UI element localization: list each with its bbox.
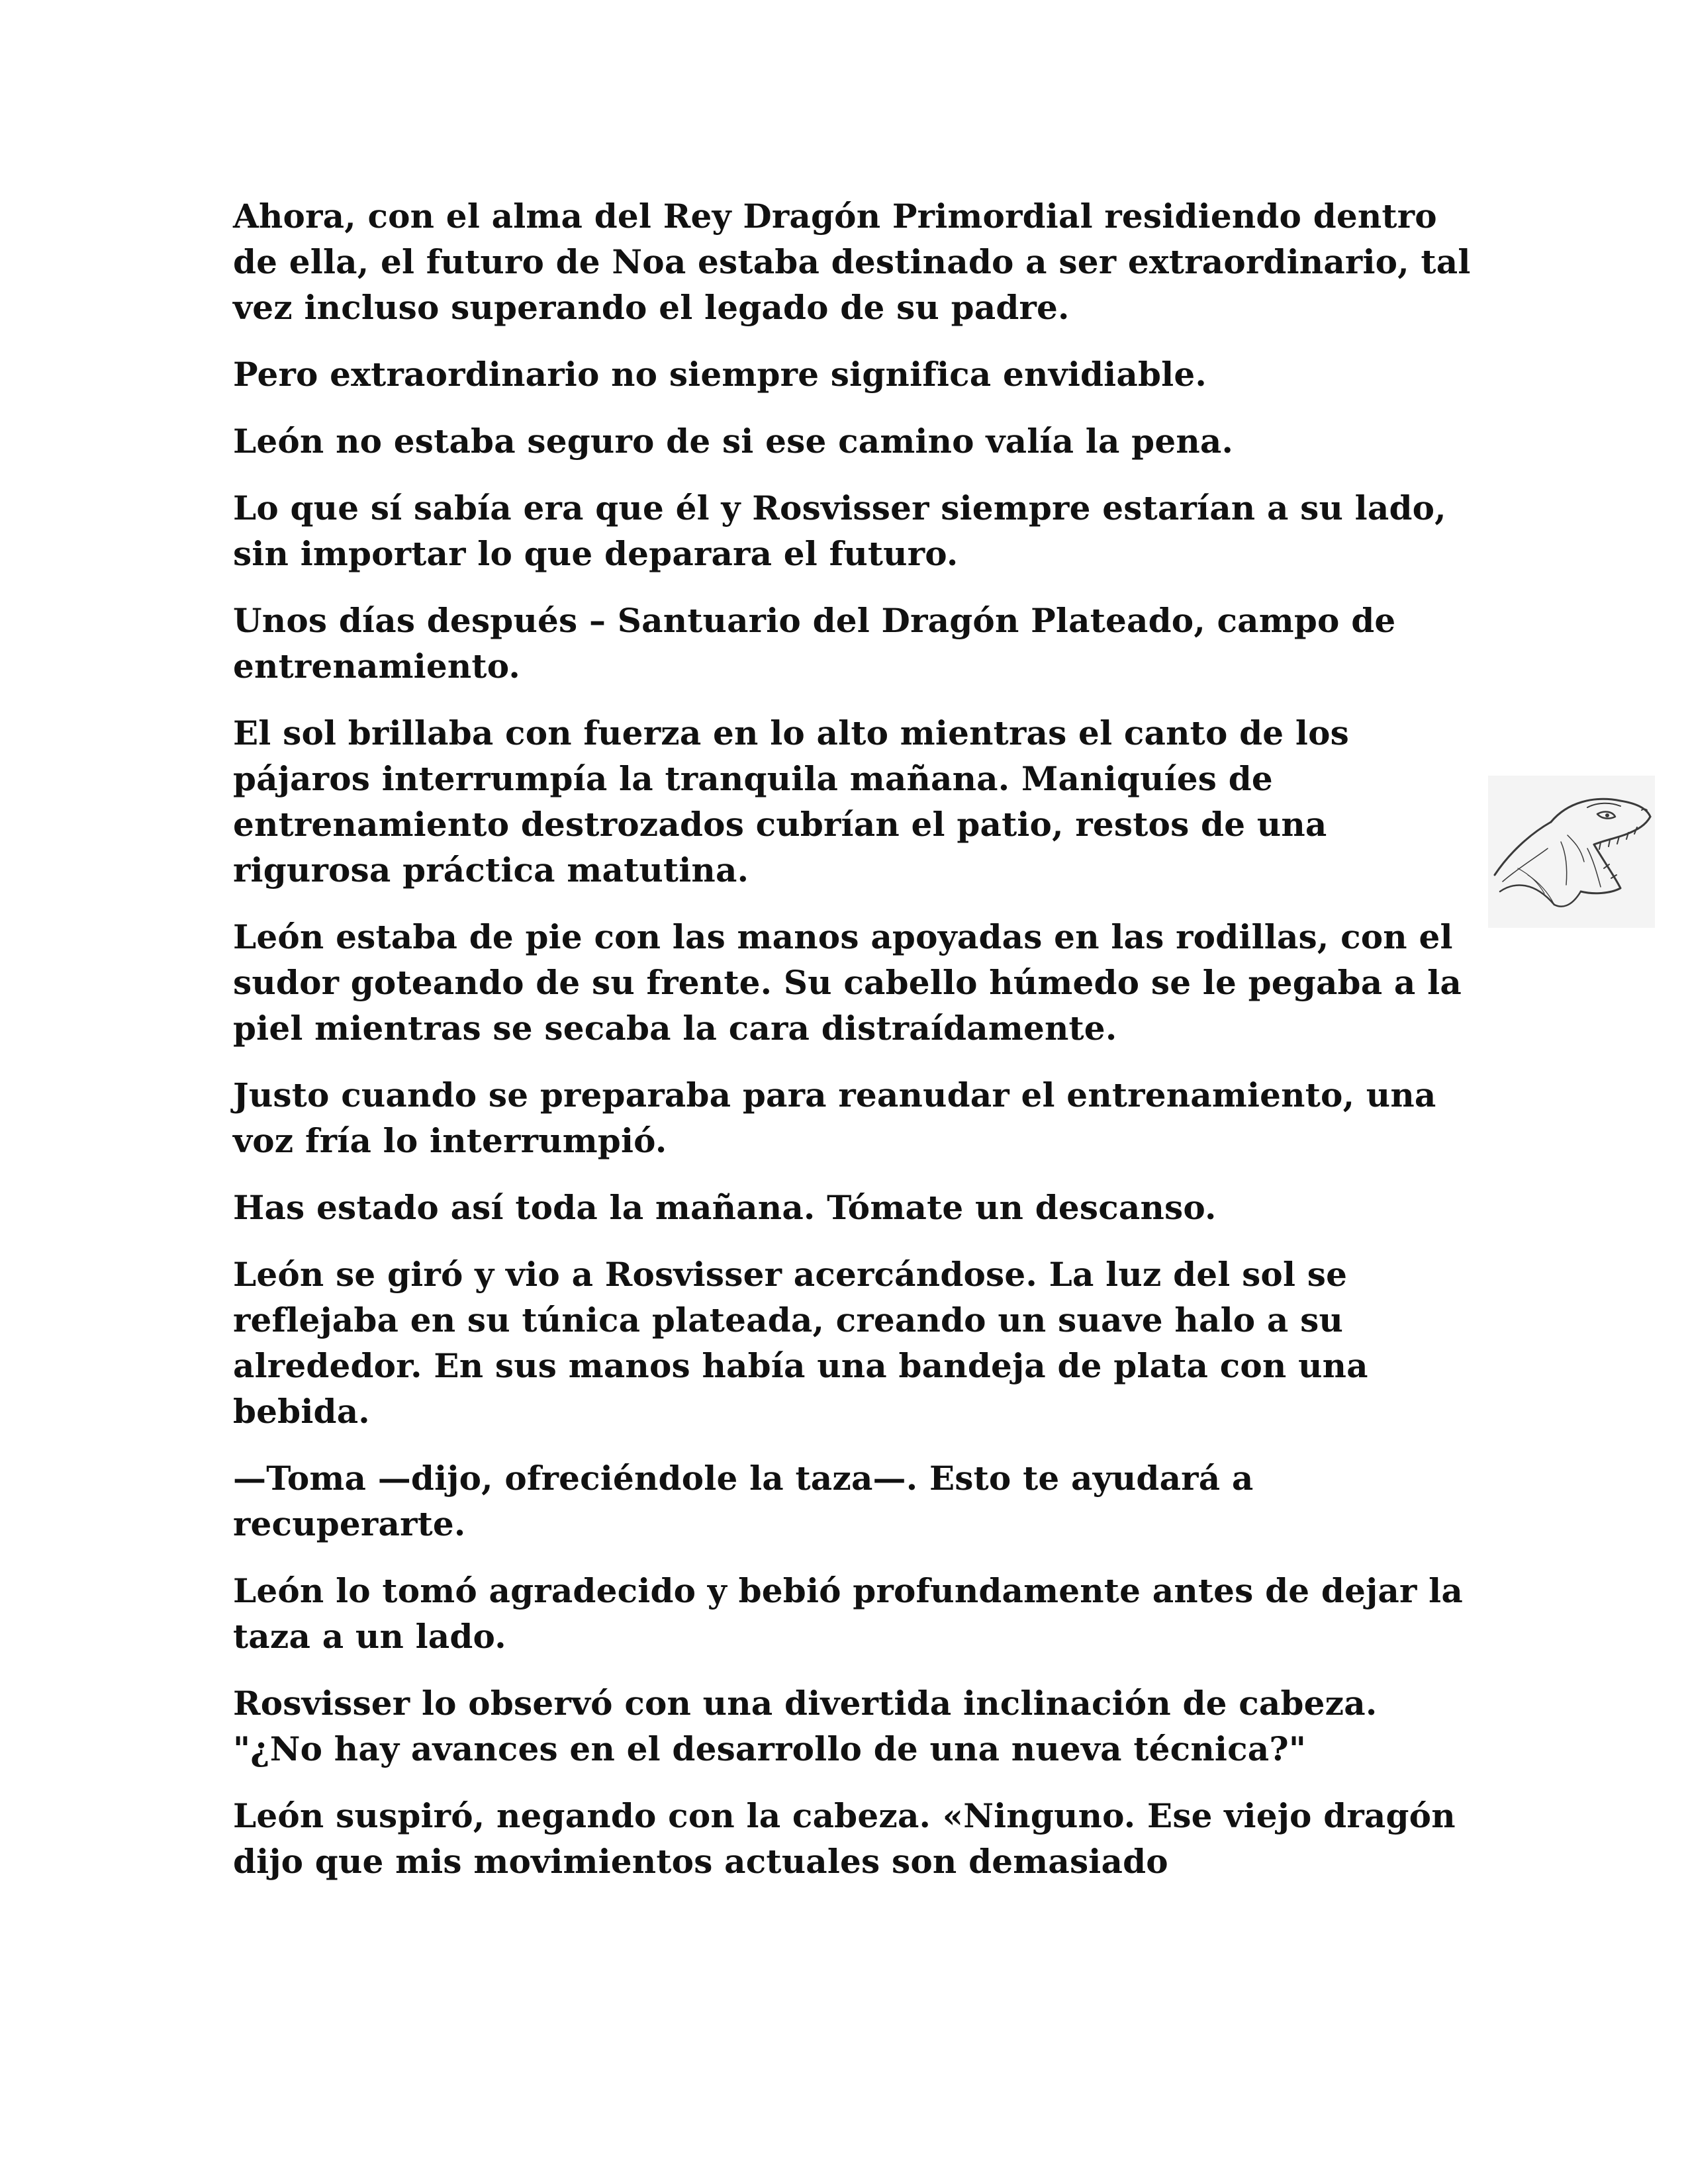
paragraph-9: Has estado así toda la mañana. Tómate un descanso. xyxy=(233,1188,1217,1227)
paragraph-8: Justo cuando se preparaba para reanudar el entrenamiento, una voz fría lo interrumpió. xyxy=(233,1075,1436,1160)
paragraph-14: León suspiró, negando con la cabeza. «Ninguno. Ese viejo dragón dijo que mis movimientos actuales son demasiado xyxy=(233,1796,1456,1881)
paragraph-3: León no estaba seguro de si ese camino valía la pena. xyxy=(233,422,1234,461)
paragraph-7: León estaba de pie con las manos apoyadas en las rodillas, con el sudor goteando de su frente. Su cabello húmedo se le pegaba a la piel mientras se secaba la cara distraídamente. xyxy=(233,917,1462,1048)
paragraph-12: León lo tomó agradecido y bebió profundamente antes de dejar la taza a un lado. xyxy=(233,1571,1463,1656)
body-text xyxy=(233,193,1477,1905)
scene-heading: Unos días después – Santuario del Dragón Plateado, campo de entrenamiento. xyxy=(233,601,1396,686)
paragraph-6: El sol brillaba con fuerza en lo alto mientras el canto de los pájaros interrumpía la tranquila mañana. Maniquíes de entrenamiento destrozados cubrían el patio, restos de una rigurosa práctica matutina. xyxy=(233,713,1349,889)
paragraph-4: Lo que sí sabía era que él y Rosvisser siempre estarían a su lado, sin importar lo que deparara el futuro. xyxy=(233,488,1446,573)
paragraph-11: —Toma —dijo, ofreciéndole la taza—. Esto te ayudará a recuperarte. xyxy=(233,1459,1254,1543)
dragon-head-sketch-icon xyxy=(1488,776,1655,928)
paragraph-13: Rosvisser lo observó con una divertida inclinación de cabeza. "¿No hay avances en el desarrollo de una nueva técnica?" xyxy=(233,1684,1378,1768)
paragraph-1: Ahora, con el alma del Rey Dragón Primordial residiendo dentro de ella, el futuro de Noa estaba destinado a ser extraordinario, tal vez incluso superando el legado de su padre. xyxy=(233,197,1471,327)
paragraph-2: Pero extraordinario no siempre significa envidiable. xyxy=(233,355,1207,394)
paragraph-10: León se giró y vio a Rosvisser acercándose. La luz del sol se reflejaba en su túnica plateada, creando un suave halo a su alrededor. En sus manos había una bandeja de plata con una bebida. xyxy=(233,1255,1368,1431)
